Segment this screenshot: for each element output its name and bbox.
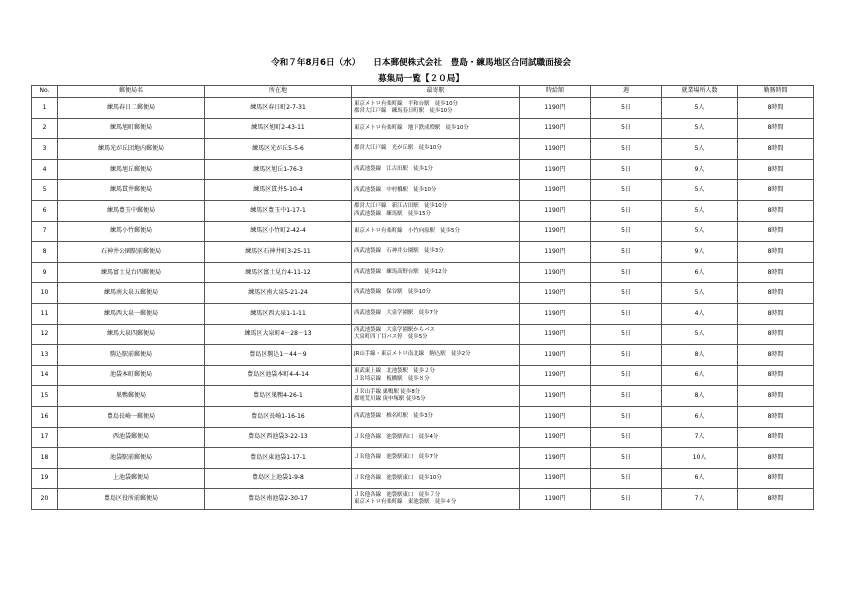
days-per-week: 5日 <box>591 283 662 304</box>
table-row <box>32 98 814 119</box>
days-per-week: 5日 <box>591 345 662 366</box>
header-station: 最寄駅 <box>352 86 520 98</box>
nearest-station <box>352 365 520 386</box>
office-address: 練馬区豊玉中1-17-1 <box>205 200 352 221</box>
table-row <box>32 427 814 448</box>
headcount: 8人 <box>662 386 738 407</box>
days-per-week: 5日 <box>591 406 662 427</box>
work-hours: 8時間 <box>738 489 814 510</box>
row-no: 16 <box>32 406 58 427</box>
row-no: 15 <box>32 386 58 407</box>
station-line: ＪＲ埼京線 板橋駅 徒歩８分 <box>354 375 430 382</box>
nearest-station <box>352 221 520 242</box>
nearest-station <box>352 345 520 366</box>
hourly-wage: 1190円 <box>520 303 591 324</box>
hourly-wage: 1190円 <box>520 118 591 139</box>
row-no: 11 <box>32 303 58 324</box>
table-row <box>32 242 814 263</box>
work-hours: 8時間 <box>738 118 814 139</box>
office-address: 豊島区巣鴨4-26-1 <box>205 386 352 407</box>
days-per-week: 5日 <box>591 468 662 489</box>
headcount: 7人 <box>662 489 738 510</box>
headcount: 5人 <box>662 180 738 201</box>
hourly-wage: 1190円 <box>520 98 591 119</box>
nearest-station <box>352 283 520 304</box>
office-name: 駒込駅前郵便局 <box>58 345 205 366</box>
office-address: 豊島区南池袋2-30-17 <box>205 489 352 510</box>
station-line: ＪＲ他各線 池袋駅東口 徒歩7分 <box>354 454 439 461</box>
station-line: 大泉町四丁目バス停 徒歩5分 <box>354 334 428 341</box>
row-no: 19 <box>32 468 58 489</box>
row-no: 5 <box>32 180 58 201</box>
days-per-week: 5日 <box>591 489 662 510</box>
row-no: 4 <box>32 159 58 180</box>
office-table <box>31 85 814 510</box>
table-row <box>32 180 814 201</box>
headcount: 9人 <box>662 242 738 263</box>
page-title: 令和７年8月6日（水） 日本郵便株式会社 豊島・練馬地区合同試職面接会 <box>271 58 571 68</box>
table-row <box>32 468 814 489</box>
nearest-station <box>352 242 520 263</box>
office-address: 練馬区小竹町2-42-4 <box>205 221 352 242</box>
nearest-station <box>352 324 520 345</box>
office-address: 豊島区駒込1－44－9 <box>205 345 352 366</box>
headcount: 6人 <box>662 468 738 489</box>
nearest-station <box>352 139 520 160</box>
row-no: 14 <box>32 365 58 386</box>
office-name: 練馬小竹郵便局 <box>58 221 205 242</box>
headcount: 5人 <box>662 118 738 139</box>
nearest-station <box>352 489 520 510</box>
work-hours: 8時間 <box>738 345 814 366</box>
work-hours: 8時間 <box>738 448 814 469</box>
headcount: 4人 <box>662 303 738 324</box>
headcount: 5人 <box>662 221 738 242</box>
nearest-station <box>352 468 520 489</box>
office-name: 池袋駅前郵便局 <box>58 448 205 469</box>
headcount: 5人 <box>662 98 738 119</box>
station-line: 都電荒川線 庚申塚駅 徒歩5分 <box>354 396 426 403</box>
station-line: 西武池袋線 練馬駅 徒歩15分 <box>354 210 431 217</box>
nearest-station <box>352 386 520 407</box>
office-name: 練馬貫井郵便局 <box>58 180 205 201</box>
headcount: 6人 <box>662 406 738 427</box>
hourly-wage: 1190円 <box>520 468 591 489</box>
hourly-wage: 1190円 <box>520 200 591 221</box>
station-line: 西武池袋線 大泉学園駅 徒歩7分 <box>354 310 439 317</box>
row-no: 10 <box>32 283 58 304</box>
office-name: 練馬南大泉五郵便局 <box>58 283 205 304</box>
table-row <box>32 303 814 324</box>
hourly-wage: 1190円 <box>520 345 591 366</box>
hourly-wage: 1190円 <box>520 159 591 180</box>
station-line: 西武池袋線 保谷駅 徒歩10分 <box>354 289 431 296</box>
days-per-week: 5日 <box>591 118 662 139</box>
work-hours: 8時間 <box>738 242 814 263</box>
station-line: 東京メトロ有楽町線 小竹向原駅 徒歩5分 <box>354 227 460 234</box>
nearest-station <box>352 262 520 283</box>
office-name: 石神井公園駅前郵便局 <box>58 242 205 263</box>
office-name: 池袋本町郵便局 <box>58 365 205 386</box>
work-hours: 8時間 <box>738 262 814 283</box>
office-address: 豊島区長崎1-16-16 <box>205 406 352 427</box>
header-row <box>32 86 814 98</box>
office-name: 練馬旭町郵便局 <box>58 118 205 139</box>
hourly-wage: 1190円 <box>520 283 591 304</box>
office-address: 練馬区西大泉1-1-11 <box>205 303 352 324</box>
row-no: 1 <box>32 98 58 119</box>
hourly-wage: 1190円 <box>520 427 591 448</box>
headcount: 5人 <box>662 200 738 221</box>
office-name: 練馬光が丘団地内郵便局 <box>58 139 205 160</box>
row-no: 7 <box>32 221 58 242</box>
station-line: 西武池袋線 椎名町駅 徒歩3分 <box>354 413 433 420</box>
row-no: 18 <box>32 448 58 469</box>
office-address: 練馬区貫井5-10-4 <box>205 180 352 201</box>
row-no: 6 <box>32 200 58 221</box>
page-subtitle: 募集局一覧【２０局】 <box>378 74 464 84</box>
header-address: 所在地 <box>205 86 352 98</box>
station-line: 東京メトロ有楽町線 平和台駅 徒歩10分 <box>354 100 458 107</box>
office-name: 豊島区役所前郵便局 <box>58 489 205 510</box>
work-hours: 8時間 <box>738 303 814 324</box>
station-line: 西武池袋線 江古田駅 徒歩1分 <box>354 165 433 172</box>
row-no: 8 <box>32 242 58 263</box>
work-hours: 8時間 <box>738 180 814 201</box>
office-address: 豊島区池袋本町4-4-14 <box>205 365 352 386</box>
nearest-station <box>352 200 520 221</box>
header-wage: 時給額 <box>520 86 591 98</box>
office-name: 練馬春日二郵便局 <box>58 98 205 119</box>
days-per-week: 5日 <box>591 303 662 324</box>
station-line: 都営大江戸線 光が丘駅 徒歩10分 <box>354 145 442 152</box>
work-hours: 8時間 <box>738 98 814 119</box>
work-hours: 8時間 <box>738 200 814 221</box>
row-no: 9 <box>32 262 58 283</box>
days-per-week: 5日 <box>591 139 662 160</box>
nearest-station <box>352 159 520 180</box>
hourly-wage: 1190円 <box>520 180 591 201</box>
headcount: 5人 <box>662 324 738 345</box>
headcount: 7人 <box>662 427 738 448</box>
days-per-week: 5日 <box>591 427 662 448</box>
headcount: 6人 <box>662 365 738 386</box>
row-no: 17 <box>32 427 58 448</box>
station-line: 都営大江戸線 新江古田駅 徒歩10分 <box>354 203 448 210</box>
days-per-week: 5日 <box>591 386 662 407</box>
headcount: 5人 <box>662 139 738 160</box>
table-row <box>32 262 814 283</box>
table-row <box>32 159 814 180</box>
hourly-wage: 1190円 <box>520 365 591 386</box>
work-hours: 8時間 <box>738 468 814 489</box>
station-line: 東武東上線 北池袋駅 徒歩２分 <box>354 368 435 375</box>
nearest-station <box>352 303 520 324</box>
office-address: 練馬区春日町2-7-31 <box>205 98 352 119</box>
office-name: 練馬大泉四郵便局 <box>58 324 205 345</box>
work-hours: 8時間 <box>738 427 814 448</box>
office-address: 練馬区南大泉5-21-24 <box>205 283 352 304</box>
station-line: ＪＲ他各線 池袋駅東口 徒歩７分 <box>354 491 441 498</box>
work-hours: 8時間 <box>738 221 814 242</box>
table-row <box>32 448 814 469</box>
days-per-week: 5日 <box>591 98 662 119</box>
work-hours: 8時間 <box>738 365 814 386</box>
office-name: 豊島長崎一郵便局 <box>58 406 205 427</box>
row-no: 2 <box>32 118 58 139</box>
office-address: 豊島区上池袋1-9-8 <box>205 468 352 489</box>
days-per-week: 5日 <box>591 448 662 469</box>
nearest-station <box>352 180 520 201</box>
header-office: 郵便局名 <box>58 86 205 98</box>
days-per-week: 5日 <box>591 159 662 180</box>
hourly-wage: 1190円 <box>520 242 591 263</box>
station-line: 東京メトロ有楽町線 地下鉄成増駅 徒歩10分 <box>354 124 469 131</box>
hourly-wage: 1190円 <box>520 324 591 345</box>
office-name: 巣鴨郵便局 <box>58 386 205 407</box>
hourly-wage: 1190円 <box>520 221 591 242</box>
headcount: 9人 <box>662 159 738 180</box>
headcount: 5人 <box>662 283 738 304</box>
hourly-wage: 1190円 <box>520 406 591 427</box>
table-row <box>32 345 814 366</box>
office-address: 練馬区大泉町4－28－13 <box>205 324 352 345</box>
days-per-week: 5日 <box>591 365 662 386</box>
days-per-week: 5日 <box>591 200 662 221</box>
days-per-week: 5日 <box>591 262 662 283</box>
office-address: 練馬区光が丘5-5-6 <box>205 139 352 160</box>
office-name: 練馬西大泉一郵便局 <box>58 303 205 324</box>
row-no: 20 <box>32 489 58 510</box>
nearest-station <box>352 427 520 448</box>
office-address: 練馬区石神井町3-25-11 <box>205 242 352 263</box>
table-body <box>32 98 814 510</box>
table-row <box>32 365 814 386</box>
table-row <box>32 489 814 510</box>
table-row <box>32 139 814 160</box>
row-no: 3 <box>32 139 58 160</box>
office-address: 練馬区富士見台4-11-12 <box>205 262 352 283</box>
work-hours: 8時間 <box>738 386 814 407</box>
station-line: 西武池袋線 大泉学園駅からバス <box>354 327 435 334</box>
work-hours: 8時間 <box>738 324 814 345</box>
header-no: No. <box>32 86 58 98</box>
days-per-week: 5日 <box>591 221 662 242</box>
station-line: JR山手線・東京メトロ南北線 駒込駅 徒歩2分 <box>354 351 471 358</box>
office-name: 上池袋郵便局 <box>58 468 205 489</box>
office-address: 豊島区西池袋3-22-13 <box>205 427 352 448</box>
office-name: 練馬富士見台四郵便局 <box>58 262 205 283</box>
days-per-week: 5日 <box>591 242 662 263</box>
office-name: 西池袋郵便局 <box>58 427 205 448</box>
table-row <box>32 118 814 139</box>
nearest-station <box>352 118 520 139</box>
station-line: 西武池袋線 中村橋駅 徒歩10分 <box>354 186 437 193</box>
office-address: 練馬区旭丘1-76-3 <box>205 159 352 180</box>
nearest-station <box>352 98 520 119</box>
station-line: ＪＲ他各線 池袋駅西口 徒歩4分 <box>354 433 439 440</box>
office-name: 練馬旭丘郵便局 <box>58 159 205 180</box>
hourly-wage: 1190円 <box>520 489 591 510</box>
hourly-wage: 1190円 <box>520 262 591 283</box>
station-line: 都営大江戸線 練馬春日町駅 徒歩10分 <box>354 107 453 114</box>
header-week: 週 <box>591 86 662 98</box>
row-no: 12 <box>32 324 58 345</box>
work-hours: 8時間 <box>738 406 814 427</box>
office-address: 練馬区旭町2-43-11 <box>205 118 352 139</box>
nearest-station <box>352 448 520 469</box>
station-line: 東京メトロ有楽町線 東池袋駅 徒歩４分 <box>354 499 457 506</box>
work-hours: 8時間 <box>738 159 814 180</box>
table-row <box>32 283 814 304</box>
office-name: 練馬豊玉中郵便局 <box>58 200 205 221</box>
table-row <box>32 406 814 427</box>
station-line: 西武池袋線 石神井公園駅 徒歩3分 <box>354 248 444 255</box>
station-line: ＪＲ他各線 池袋駅東口 徒歩10分 <box>354 474 442 481</box>
work-hours: 8時間 <box>738 139 814 160</box>
nearest-station <box>352 406 520 427</box>
headcount: 8人 <box>662 345 738 366</box>
row-no: 13 <box>32 345 58 366</box>
headcount: 10人 <box>662 448 738 469</box>
days-per-week: 5日 <box>591 324 662 345</box>
days-per-week: 5日 <box>591 180 662 201</box>
table-row <box>32 324 814 345</box>
table-row <box>32 221 814 242</box>
work-hours: 8時間 <box>738 283 814 304</box>
table-row <box>32 200 814 221</box>
hourly-wage: 1190円 <box>520 386 591 407</box>
header-count: 就業場所人数 <box>662 86 738 98</box>
office-address: 豊島区東池袋1-17-1 <box>205 448 352 469</box>
station-line: ＪＲ山手線 巣鴨駅 徒歩8分 <box>354 388 421 395</box>
headcount: 6人 <box>662 262 738 283</box>
station-line: 西武池袋線 練馬高野台駅 徒歩12分 <box>354 268 448 275</box>
hourly-wage: 1190円 <box>520 139 591 160</box>
hourly-wage: 1190円 <box>520 448 591 469</box>
table-row <box>32 386 814 407</box>
header-hours: 勤務時間 <box>738 86 814 98</box>
